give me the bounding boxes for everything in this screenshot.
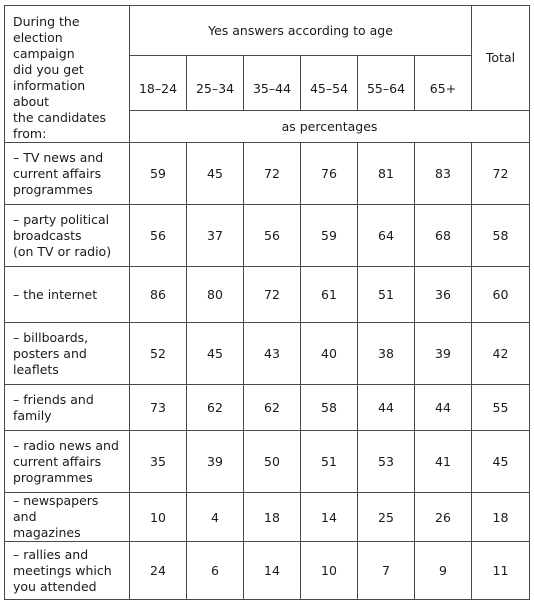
question-line: did you get (13, 62, 84, 77)
value-cell: 83 (415, 143, 472, 205)
table-row (5, 542, 530, 600)
question-line: During the (13, 14, 80, 29)
value-cell: 9 (415, 542, 472, 600)
value-cell: 37 (187, 205, 244, 267)
source-label-cell (5, 323, 130, 385)
source-label-line: leaflets (13, 361, 59, 377)
total-cell: 18 (472, 493, 530, 542)
value-cell: 45 (187, 323, 244, 385)
value-cell: 10 (130, 493, 187, 542)
age-group-header: Yes answers according to age (130, 6, 472, 56)
value-cell: 61 (301, 267, 358, 323)
total-cell: 60 (472, 267, 530, 323)
source-label-line: – newspapers and (13, 493, 99, 524)
source-label-line: broadcasts (13, 227, 82, 243)
source-label-line: – TV news and (13, 149, 104, 165)
source-label-line: – rallies and (13, 546, 89, 562)
age-column-header: 65+ (415, 56, 472, 110)
total-cell: 45 (472, 431, 530, 493)
value-cell: 58 (301, 385, 358, 431)
table-row (5, 493, 530, 542)
table-row (5, 323, 530, 385)
source-label-line: magazines (13, 525, 81, 540)
age-column-header: 55–64 (358, 56, 415, 110)
value-cell: 59 (301, 205, 358, 267)
source-label-line: – party political (13, 211, 110, 227)
value-cell: 26 (415, 493, 472, 542)
age-column-header: 18–24 (130, 56, 187, 110)
source-label-line: (on TV or radio) (13, 243, 112, 259)
value-cell: 53 (358, 431, 415, 493)
value-cell: 80 (187, 267, 244, 323)
question-line: election campaign (13, 30, 75, 61)
question-line: information about (13, 78, 86, 109)
header-row-group (5, 6, 530, 56)
value-cell: 43 (244, 323, 301, 385)
survey-table (4, 5, 530, 600)
value-cell: 14 (244, 542, 301, 600)
value-cell: 45 (187, 143, 244, 205)
total-cell: 55 (472, 385, 530, 431)
source-label-line: posters and (13, 345, 87, 361)
source-label-cell (5, 385, 130, 431)
question-header-cell (5, 6, 130, 143)
value-cell: 62 (187, 385, 244, 431)
age-column-header: 45–54 (301, 56, 358, 110)
value-cell: 72 (244, 267, 301, 323)
source-label-cell (5, 542, 130, 600)
source-label-line: – the internet (13, 286, 98, 302)
question-text (13, 14, 125, 142)
value-cell: 73 (130, 385, 187, 431)
value-cell: 18 (244, 493, 301, 542)
value-cell: 24 (130, 542, 187, 600)
value-cell: 44 (415, 385, 472, 431)
value-cell: 7 (358, 542, 415, 600)
table-row (5, 143, 530, 205)
value-cell: 38 (358, 323, 415, 385)
question-line: from: (13, 126, 47, 141)
source-label-cell (5, 205, 130, 267)
source-label-line: programmes (13, 181, 93, 197)
total-cell: 42 (472, 323, 530, 385)
value-cell: 76 (301, 143, 358, 205)
value-cell: 56 (130, 205, 187, 267)
value-cell: 81 (358, 143, 415, 205)
source-label-line: you attended (13, 578, 97, 594)
value-cell: 36 (415, 267, 472, 323)
source-label-line: family (13, 407, 52, 423)
age-column-header: 35–44 (244, 56, 301, 110)
value-cell: 62 (244, 385, 301, 431)
value-cell: 52 (130, 323, 187, 385)
value-cell: 10 (301, 542, 358, 600)
value-cell: 59 (130, 143, 187, 205)
table-row (5, 431, 530, 493)
value-cell: 50 (244, 431, 301, 493)
value-cell: 72 (244, 143, 301, 205)
source-label-line: – radio news and (13, 437, 119, 453)
source-label-cell (5, 493, 130, 542)
value-cell: 39 (415, 323, 472, 385)
total-cell: 58 (472, 205, 530, 267)
value-cell: 51 (358, 267, 415, 323)
total-cell: 11 (472, 542, 530, 600)
source-label-cell (5, 431, 130, 493)
question-line: the candidates (13, 110, 107, 125)
value-cell: 40 (301, 323, 358, 385)
source-label-line: current affairs (13, 165, 102, 181)
value-cell: 41 (415, 431, 472, 493)
source-label-cell (5, 143, 130, 205)
table-row (5, 385, 530, 431)
source-label-line: – billboards, (13, 329, 89, 345)
value-cell: 25 (358, 493, 415, 542)
value-cell: 64 (358, 205, 415, 267)
value-cell: 86 (130, 267, 187, 323)
value-cell: 14 (301, 493, 358, 542)
total-cell: 72 (472, 143, 530, 205)
table-row (5, 205, 530, 267)
value-cell: 44 (358, 385, 415, 431)
source-label-line: current affairs (13, 453, 102, 469)
value-cell: 39 (187, 431, 244, 493)
source-label-line: programmes (13, 469, 93, 485)
table-row (5, 267, 530, 323)
age-column-header: 25–34 (187, 56, 244, 110)
source-label-line: meetings which (13, 562, 112, 578)
value-cell: 4 (187, 493, 244, 542)
value-cell: 6 (187, 542, 244, 600)
source-label-cell (5, 267, 130, 323)
value-cell: 51 (301, 431, 358, 493)
source-label-line: – friends and (13, 391, 94, 407)
value-cell: 35 (130, 431, 187, 493)
table-body (5, 6, 530, 600)
value-cell: 68 (415, 205, 472, 267)
total-header: Total (472, 6, 530, 111)
unit-label: as percentages (130, 110, 530, 142)
value-cell: 56 (244, 205, 301, 267)
